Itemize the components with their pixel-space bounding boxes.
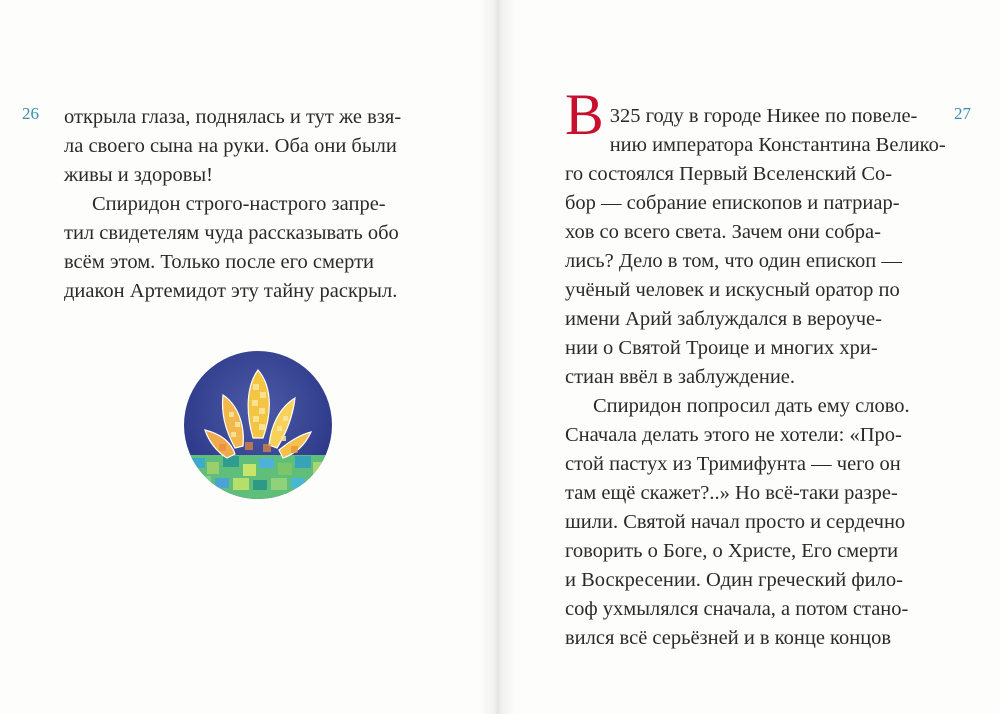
- text-line: Сначала делать этого не хотели: «Про-: [565, 424, 902, 446]
- text-line: хов со всего света. Зачем они собра-: [565, 221, 881, 243]
- text-line: открыла глаза, поднялась и тут же взя-: [64, 106, 402, 128]
- text-line: стиан ввёл в заблуждение.: [565, 366, 796, 388]
- left-page: [0, 0, 497, 714]
- text-line: диакон Артемидот эту тайну раскрыл.: [64, 280, 398, 302]
- text-line: всём этом. Только после его смерти: [64, 251, 374, 273]
- left-page-text: [64, 103, 442, 306]
- text-line: живы и здоровы!: [64, 164, 213, 186]
- text-line: нию императора Константина Велико-: [609, 134, 946, 156]
- text-line: лись? Дело в том, что один епископ —: [565, 250, 902, 272]
- right-paragraph-1: [565, 82, 946, 392]
- text-line: учёный человек и искусный оратор по: [565, 279, 900, 301]
- page-number-right: 27: [954, 104, 971, 123]
- text-line: и Воскресении. Один греческий фило-: [565, 569, 903, 591]
- right-page: [497, 0, 1000, 714]
- text-line: ла своего сына на руки. Оба они были: [64, 135, 397, 157]
- page-number-left: 26: [22, 104, 39, 123]
- text-line: шили. Святой начал просто и сердечно: [565, 511, 906, 533]
- left-paragraph-2: [64, 190, 442, 306]
- text-line: тил свидетелям чуда рассказывать обо: [64, 222, 399, 244]
- text-line: 325 году в городе Никее по повеле-: [609, 105, 918, 127]
- text-line: вился всё серьёзней и в конце концов: [565, 627, 892, 649]
- text-line: говорить о Боге, о Христе, Его смерти: [565, 540, 899, 562]
- text-line: стой пастух из Тримифунта — чего он: [565, 453, 901, 475]
- right-paragraph-2: [565, 392, 932, 653]
- right-page-text: [565, 82, 946, 653]
- mosaic-wheat-illustration: [183, 350, 333, 500]
- book-gutter-shadow: [480, 0, 516, 714]
- text-line: Спиридон строго-настрого запре-: [92, 193, 386, 215]
- drop-cap: В: [565, 82, 604, 147]
- text-line: бор — собрание епископов и патриар-: [565, 192, 900, 214]
- text-line: го состоялся Первый Вселенский Со-: [565, 163, 893, 185]
- text-line: соф ухмылялся сначала, а потом стано-: [565, 598, 909, 620]
- text-line: имени Арий заблуждался в вероуче-: [565, 308, 882, 330]
- text-line: Спиридон попросил дать ему слово.: [593, 395, 910, 417]
- text-line: там ещё скажет?..» Но всё-таки разре-: [565, 482, 898, 504]
- left-paragraph-1: [64, 103, 442, 190]
- text-line: нии о Святой Троице и многих хри-: [565, 337, 878, 359]
